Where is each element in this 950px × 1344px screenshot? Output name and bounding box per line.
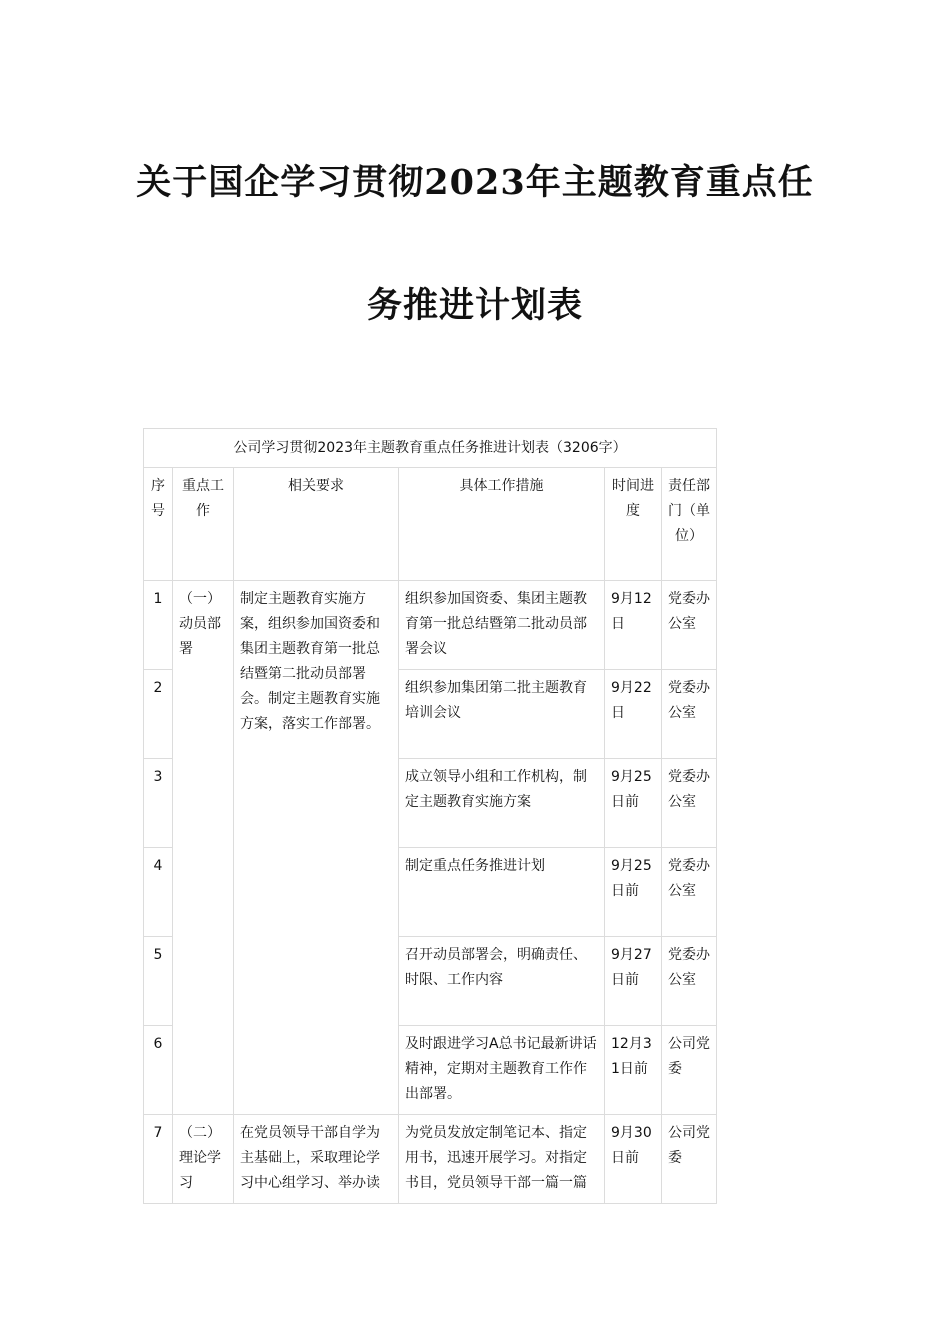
group-requirements: 在党员领导干部自学为主基础上，采取理论学习中心组学习、举办读	[234, 1115, 399, 1204]
row-seq: 6	[144, 1026, 173, 1115]
group-work: （一）动员部署	[173, 581, 234, 1115]
row-schedule: 12月31日前	[605, 1026, 662, 1115]
row-measure: 组织参加集团第二批主题教育培训会议	[399, 670, 605, 759]
row-measure: 组织参加国资委、集团主题教育第一批总结暨第二批动员部署会议	[399, 581, 605, 670]
header-requirements: 相关要求	[234, 468, 399, 581]
row-dept: 党委办公室	[662, 937, 717, 1026]
table-header-row	[144, 468, 717, 581]
table-row	[144, 1115, 717, 1204]
task-plan-table	[143, 428, 717, 1204]
table-row	[144, 581, 717, 670]
group-work: （二）理论学习	[173, 1115, 234, 1204]
row-seq: 3	[144, 759, 173, 848]
row-measure: 成立领导小组和工作机构，制定主题教育实施方案	[399, 759, 605, 848]
header-work: 重点工作	[173, 468, 234, 581]
document-title-line-2: 务推进计划表	[366, 285, 583, 326]
group-requirements: 制定主题教育实施方案，组织参加国资委和集团主题教育第一批总结暨第二批动员部署会。制定主题教育实施方案，落实工作部署。	[234, 581, 399, 1115]
row-schedule: 9月25日前	[605, 759, 662, 848]
row-schedule: 9月30日前	[605, 1115, 662, 1204]
row-schedule: 9月25日前	[605, 848, 662, 937]
row-dept: 党委办公室	[662, 581, 717, 670]
row-dept: 党委办公室	[662, 848, 717, 937]
header-seq: 序号	[144, 468, 173, 581]
row-measure: 制定重点任务推进计划	[399, 848, 605, 937]
row-measure: 召开动员部署会，明确责任、时限、工作内容	[399, 937, 605, 1026]
table-caption: 公司学习贯彻2023年主题教育重点任务推进计划表（3206字）	[144, 429, 717, 468]
row-seq: 4	[144, 848, 173, 937]
row-schedule: 9月22日	[605, 670, 662, 759]
header-measures: 具体工作措施	[399, 468, 605, 581]
row-measure: 及时跟进学习A总书记最新讲话精神，定期对主题教育工作作出部署。	[399, 1026, 605, 1115]
row-dept: 公司党委	[662, 1115, 717, 1204]
row-schedule: 9月27日前	[605, 937, 662, 1026]
row-seq: 7	[144, 1115, 173, 1204]
row-measure: 为党员发放定制笔记本、指定用书，迅速开展学习。对指定书目，党员领导干部一篇一篇	[399, 1115, 605, 1204]
row-seq: 1	[144, 581, 173, 670]
header-dept: 责任部门（单位）	[662, 468, 717, 581]
header-schedule: 时间进度	[605, 468, 662, 581]
row-dept: 党委办公室	[662, 670, 717, 759]
row-dept: 党委办公室	[662, 759, 717, 848]
document-title-line-1: 关于国企学习贯彻2023年主题教育重点任	[136, 162, 814, 203]
row-schedule: 9月12日	[605, 581, 662, 670]
row-seq: 5	[144, 937, 173, 1026]
row-seq: 2	[144, 670, 173, 759]
row-dept: 公司党委	[662, 1026, 717, 1115]
